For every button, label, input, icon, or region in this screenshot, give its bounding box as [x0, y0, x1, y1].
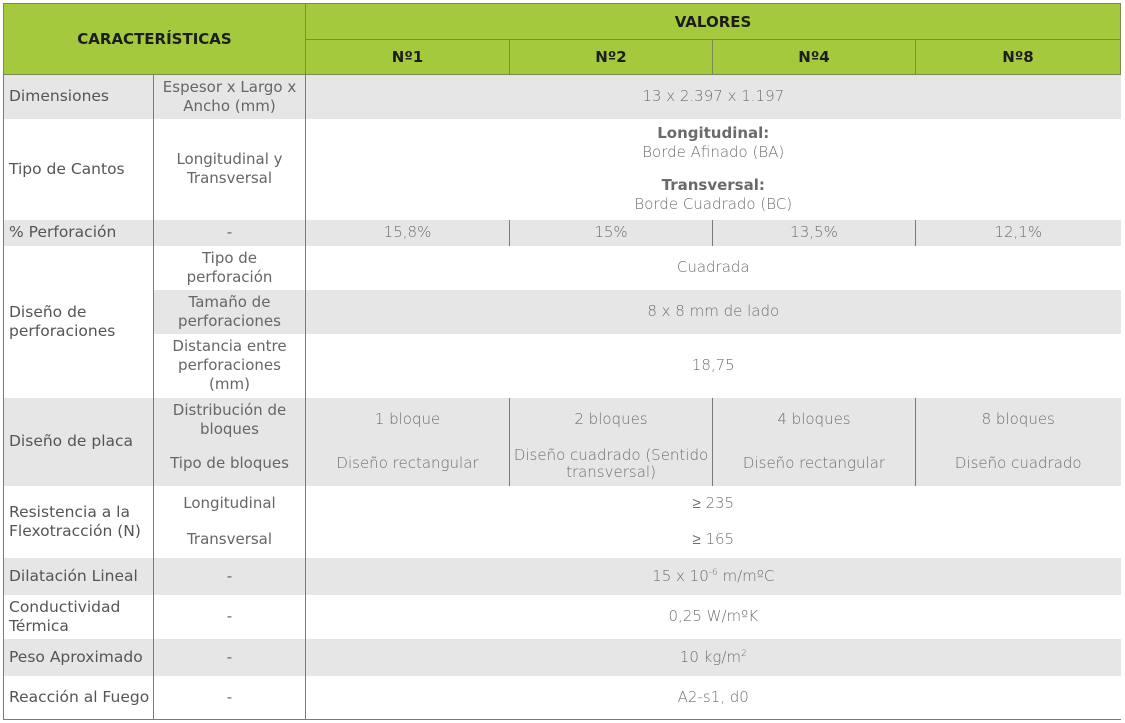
- row-flexo-longitudinal: [4, 486, 1121, 522]
- distribucion-n2: 2 bloques: [510, 398, 713, 442]
- distribucion-n8: 8 bloques: [916, 398, 1121, 442]
- peso-base: 10 kg/m: [679, 647, 741, 666]
- sub-distribucion-bloques: Distribución de bloques: [154, 398, 306, 442]
- tipo-bloques-n4: Diseño rectangular: [713, 442, 916, 486]
- row-peso: [4, 639, 1121, 676]
- row-tamano-perforaciones: [4, 290, 1121, 334]
- perforacion-n2: 15%: [510, 220, 713, 246]
- sub-flexo-transversal: Transversal: [154, 522, 306, 558]
- sub-tipo-bloques: Tipo de bloques: [154, 442, 306, 486]
- header-values: VALORES: [306, 4, 1121, 40]
- cantos-long-value: Borde Afinado (BA): [642, 143, 785, 161]
- sub-dimensiones: Espesor x Largo x Ancho (mm): [154, 75, 306, 119]
- row-dilatacion: [4, 558, 1121, 595]
- sub-distancia-perforaciones: Distancia entre perforaciones (mm): [154, 334, 306, 398]
- label-reaccion: Reacción al Fuego: [4, 676, 154, 720]
- value-tipo-perforacion: Cuadrada: [676, 258, 750, 276]
- tipo-bloques-n1: Diseño rectangular: [306, 442, 510, 486]
- header-model-1: Nº1: [306, 40, 510, 75]
- sub-dilatacion: -: [154, 558, 306, 595]
- header-model-2: Nº2: [510, 40, 713, 75]
- value-peso: [306, 639, 1121, 676]
- sub-perforacion: -: [154, 220, 306, 246]
- perforacion-n8: 12,1%: [916, 220, 1121, 246]
- row-distancia-perforaciones: [4, 334, 1121, 398]
- distribucion-n1: 1 bloque: [306, 398, 510, 442]
- value-cantos: [306, 119, 1121, 220]
- tipo-bloques-n8: Diseño cuadrado: [916, 442, 1121, 486]
- row-tipo-bloques: [4, 442, 1121, 486]
- value-distancia-perforaciones: 18,75: [691, 356, 735, 374]
- dilatacion-unit: m/mºC: [717, 566, 775, 585]
- dilatacion-base: 15 x 10: [652, 566, 709, 585]
- label-diseno-perforaciones: Diseño de perforaciones: [4, 246, 154, 398]
- label-diseno-placa: Diseño de placa: [4, 398, 154, 486]
- peso-exponent: 2: [741, 648, 747, 659]
- row-flexo-transversal: [4, 522, 1121, 558]
- sub-tipo-perforacion: Tipo de perforación: [154, 246, 306, 290]
- label-peso: Peso Aproximado: [4, 639, 154, 676]
- row-tipo-perforacion: [4, 246, 1121, 290]
- label-dimensiones: Dimensiones: [4, 75, 154, 119]
- tipo-bloques-n2: Diseño cuadrado (Sentido transversal): [510, 442, 713, 486]
- value-conductividad: 0,25 W/mºK: [668, 607, 759, 625]
- header-model-8: Nº8: [916, 40, 1121, 75]
- sub-conductividad: -: [154, 595, 306, 639]
- row-conductividad: [4, 595, 1121, 639]
- row-reaccion: [4, 676, 1121, 720]
- dilatacion-exponent: -6: [708, 567, 718, 578]
- value-dimensiones: 13 x 2.397 x 1.197: [306, 75, 1121, 119]
- label-cantos: Tipo de Cantos: [4, 119, 154, 220]
- value-flexo-transversal: ≥ 165: [692, 530, 735, 548]
- distribucion-n4: 4 bloques: [713, 398, 916, 442]
- perforacion-n4: 13,5%: [713, 220, 916, 246]
- label-flexotraccion: Resistencia a la Flexotracción (N): [4, 486, 154, 558]
- sub-tamano-perforaciones: Tamaño de perforaciones: [154, 290, 306, 334]
- header-row-top: [4, 4, 1121, 40]
- header-model-4: Nº4: [713, 40, 916, 75]
- specs-table-container: [3, 3, 1120, 720]
- value-flexo-longitudinal: ≥ 235: [692, 494, 735, 512]
- sub-reaccion: -: [154, 676, 306, 720]
- header-characteristics: CARACTERÍSTICAS: [4, 4, 306, 75]
- label-dilatacion: Dilatación Lineal: [4, 558, 154, 595]
- value-reaccion: A2-s1, d0: [306, 676, 1121, 720]
- perforacion-n1: 15,8%: [306, 220, 510, 246]
- label-conductividad: Conductividad Térmica: [4, 595, 154, 639]
- row-dimensiones: [4, 75, 1121, 119]
- sub-flexo-longitudinal: Longitudinal: [154, 486, 306, 522]
- specs-table: [3, 3, 1121, 720]
- row-cantos: [4, 119, 1121, 220]
- cantos-trans-title: Transversal:: [661, 176, 765, 194]
- row-perforacion: [4, 220, 1121, 246]
- sub-cantos: Longitudinal y Transversal: [154, 119, 306, 220]
- cantos-long-title: Longitudinal:: [657, 124, 770, 142]
- cantos-trans-value: Borde Cuadrado (BC): [634, 195, 793, 213]
- row-distribucion-bloques: [4, 398, 1121, 442]
- label-perforacion: % Perforación: [4, 220, 154, 246]
- sub-peso: -: [154, 639, 306, 676]
- value-tamano-perforaciones: 8 x 8 mm de lado: [306, 290, 1121, 334]
- value-dilatacion: [306, 558, 1121, 595]
